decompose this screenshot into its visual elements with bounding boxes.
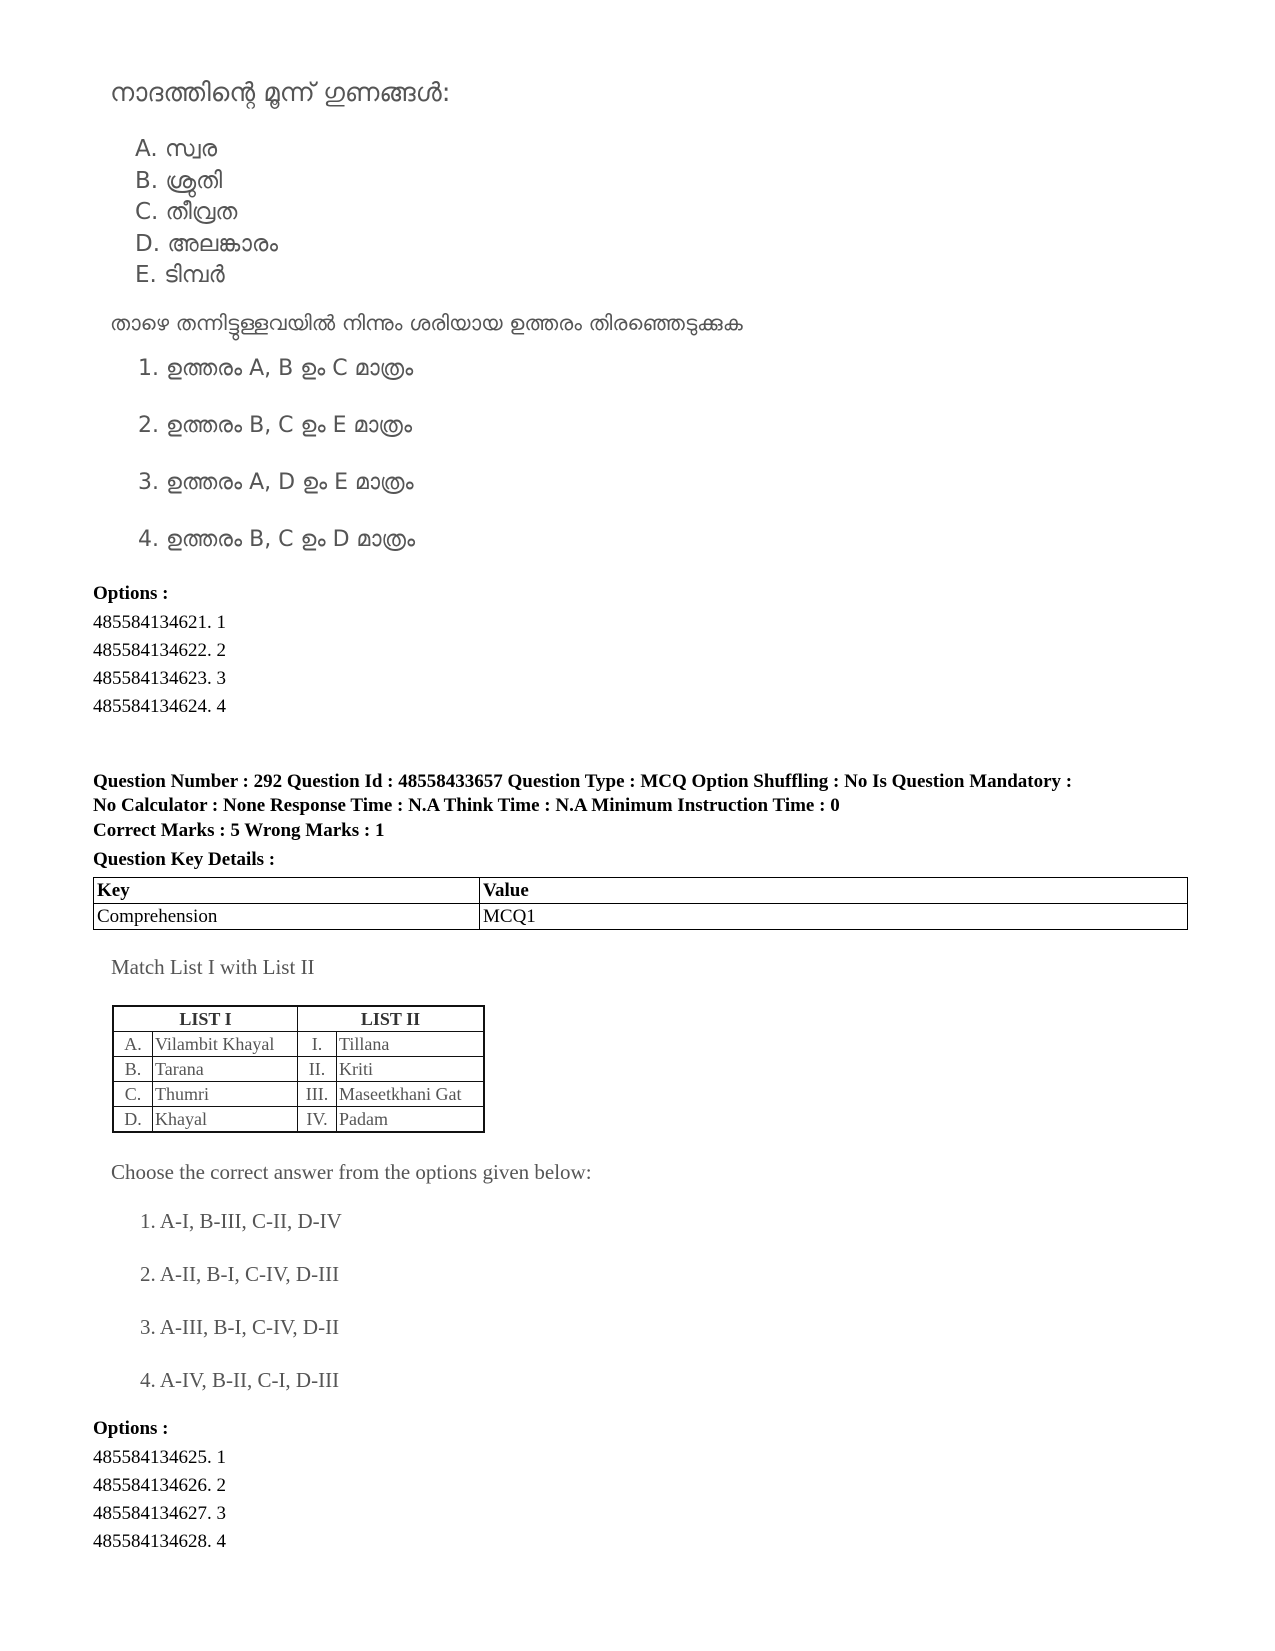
list2-header: LIST II — [298, 1006, 485, 1032]
q1-answer-3: 3. ഉത്തരം A, D ഉം E മാത്രം — [138, 470, 414, 495]
q1-options-list — [93, 609, 226, 721]
q2-option-1: 485584134625. 1 — [93, 1447, 226, 1468]
q1-instruction: താഴെ തന്നിട്ടുള്ളവയിൽ നിന്നും ശരിയായ ഉത്തരം തിരഞ്ഞെടുക്കുക — [110, 311, 743, 335]
list2-numeral: I. — [298, 1032, 337, 1057]
key-cell-key: Comprehension — [94, 904, 480, 930]
q2-instruction: Choose the correct answer from the options given below: — [111, 1160, 592, 1184]
list1-letter: B. — [113, 1057, 153, 1082]
q2-meta-line1: Question Number : 292 Question Id : 48558433657 Question Type : MCQ Option Shuffling : No Is Question Mandatory : — [93, 771, 1073, 792]
list2-item: Padam — [337, 1107, 485, 1133]
q1-option-1: 485584134621. 1 — [93, 612, 226, 633]
q2-answer-3: 3. A-III, B-I, C-IV, D-II — [140, 1315, 340, 1339]
table-row — [113, 1107, 484, 1133]
q2-option-3: 485584134627. 3 — [93, 1503, 226, 1524]
list1-item: Tarana — [153, 1057, 298, 1082]
key-header-key: Key — [94, 878, 480, 904]
list2-numeral: III. — [298, 1082, 337, 1107]
list1-item: Khayal — [153, 1107, 298, 1133]
list1-letter: A. — [113, 1032, 153, 1057]
q2-option-2: 485584134626. 2 — [93, 1475, 226, 1496]
q1-item-b: B. ശ്രുതി — [135, 167, 223, 194]
list1-letter: D. — [113, 1107, 153, 1133]
table-row — [113, 1032, 484, 1057]
q2-options-label: Options : — [93, 1418, 169, 1439]
q1-item-c: C. തീവ്രത — [135, 199, 238, 225]
q2-meta — [93, 770, 1203, 818]
q2-option-4: 485584134628. 4 — [93, 1531, 226, 1552]
table-row — [113, 1057, 484, 1082]
q1-options-label: Options : — [93, 583, 169, 604]
lists-header-row — [113, 1006, 484, 1032]
q2-key-details-label: Question Key Details : — [93, 849, 276, 870]
q1-option-3: 485584134623. 3 — [93, 668, 226, 689]
list1-letter: C. — [113, 1082, 153, 1107]
q1-item-e: E. ടിമ്പർ — [135, 262, 225, 288]
q1-title: നാദത്തിന്റെ മൂന്ന് ഗുണങ്ങൾ: — [110, 78, 451, 108]
q2-answer-1: 1. A-I, B-III, C-II, D-IV — [140, 1209, 342, 1233]
q1-answer-1: 1. ഉത്തരം A, B ഉം C മാത്രം — [138, 356, 414, 381]
q2-answer-2: 2. A-II, B-I, C-IV, D-III — [140, 1262, 340, 1286]
match-lists-table — [112, 1005, 485, 1133]
q2-answer-4: 4. A-IV, B-II, C-I, D-III — [140, 1368, 340, 1392]
q2-key-table — [93, 877, 1188, 930]
list2-numeral: II. — [298, 1057, 337, 1082]
q1-item-list — [135, 134, 278, 292]
q1-item-d: D. അലങ്കാരം — [135, 230, 278, 257]
list1-item: Vilambit Khayal — [153, 1032, 298, 1057]
q1-answer-2: 2. ഉത്തരം B, C ഉം E മാത്രം — [138, 413, 413, 438]
q1-option-4: 485584134624. 4 — [93, 696, 226, 717]
q2-meta-line2: No Calculator : None Response Time : N.A Think Time : N.A Minimum Instruction Time : 0 — [93, 795, 840, 816]
list2-item: Kriti — [337, 1057, 485, 1082]
q2-marks: Correct Marks : 5 Wrong Marks : 1 — [93, 820, 385, 841]
key-cell-value: MCQ1 — [480, 904, 1188, 930]
list2-item: Tillana — [337, 1032, 485, 1057]
q2-options-list — [93, 1444, 226, 1556]
q2-title: Match List I with List II — [111, 955, 315, 979]
list1-item: Thumri — [153, 1082, 298, 1107]
list2-numeral: IV. — [298, 1107, 337, 1133]
q1-answer-4: 4. ഉത്തരം B, C ഉം D മാത്രം — [138, 527, 416, 552]
q1-item-a: A. സ്വര — [135, 136, 218, 162]
q1-option-2: 485584134622. 2 — [93, 640, 226, 661]
table-row — [113, 1082, 484, 1107]
list1-header: LIST I — [113, 1006, 298, 1032]
key-header-value: Value — [480, 878, 1188, 904]
list2-item: Maseetkhani Gat — [337, 1082, 485, 1107]
key-table-header-row — [94, 878, 1188, 904]
key-table-row — [94, 904, 1188, 930]
